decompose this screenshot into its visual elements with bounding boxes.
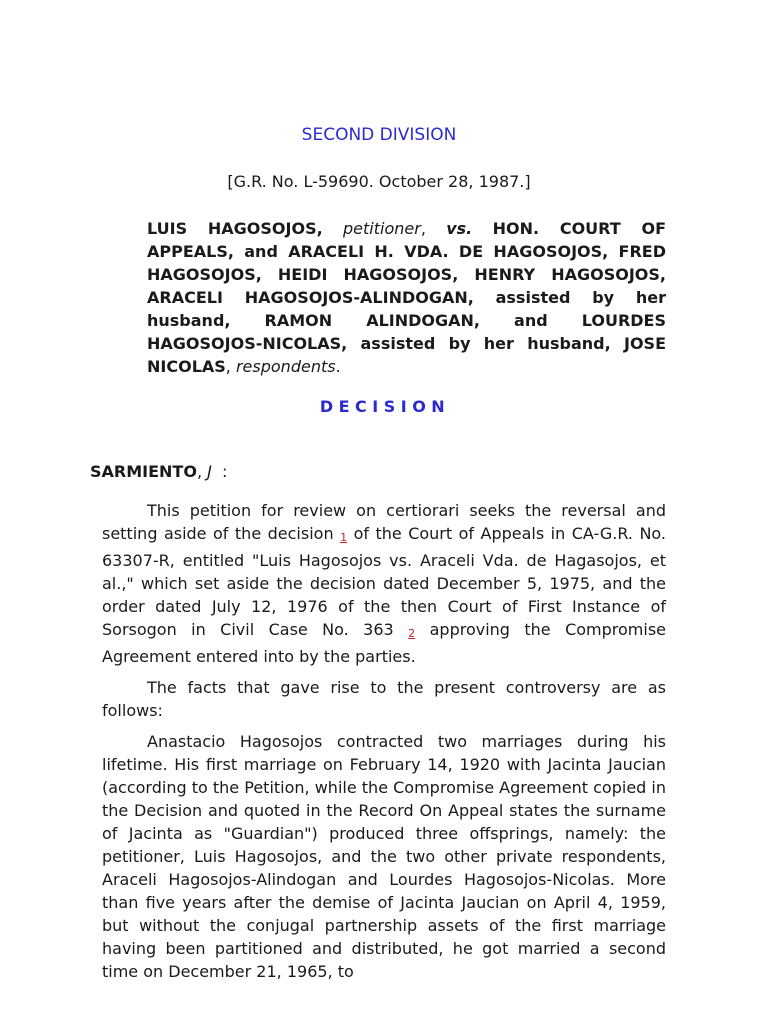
respondents-names: HON. COURT OF APPEALS, and ARACELI H. VDA. DE HAGOSOJOS, FRED HAGOSOJOS, HEIDI HAGOSOJOS, HENRY HAGOSOJOS, ARACELI HAGOSOJOS-ALINDOGAN, assisted by her husband, RAMON ALINDOGAN, and LOURDES HAGOSOJOS-NICOLAS, assisted by her husband, JOSE NICOLAS [147,219,667,376]
paragraph-2: The facts that gave rise to the present controversy are as follows: [102,678,666,720]
versus-label: vs. [446,219,473,238]
footnote-link-1[interactable]: 1 [340,531,348,544]
ponente-name: SARMIENTO [90,462,197,481]
footnote-link-2[interactable]: 2 [408,627,416,640]
ponente-line: SARMIENTO, J : [90,462,228,481]
case-parties: LUIS HAGOSOJOS, petitioner, vs. HON. COURT OF APPEALS, and ARACELI H. VDA. DE HAGOSOJOS, FRED HAGOSOJOS, HEIDI HAGOSOJOS, HENRY HAGOSOJOS, ARACELI HAGOSOJOS-ALINDOGAN, assisted by her husband, RAMON ALINDOGAN, and LOURDES HAGOSOJOS-NICOLAS, assisted by her husband, JOSE NICOLAS, respondents. [147,219,667,376]
paragraph-1-text-b: of the Court of Appeals in CA-G.R. No. 63307-R, entitled "Luis Hagosojos vs. Araceli Vda. de Hagasojos, et al.," which set aside the decision dated December 5, 1975, and the order dated July 12, 1976 of the then Court of First Instance of Sorsogon in Civil Case No. 363 [102,524,667,639]
decision-heading: DECISION [319,397,451,416]
petitioner-role: petitioner [343,219,421,238]
decision-body [102,499,666,991]
case-number: [G.R. No. L-59690. October 28, 1987.] [227,172,531,191]
paragraph-1-text-a: This petition for review on certiorari seeks the reversal and setting aside of the decision [102,501,666,543]
respondents-role: respondents [235,357,336,376]
division-heading: SECOND DIVISION [301,125,457,145]
paragraph-1 [102,499,666,668]
paragraph-3: Anastacio Hagosojos contracted two marriages during his lifetime. His first marriage on February 14, 1920 with Jacinta Jaucian (according to the Petition, while the Compromise Agreement copied in the Decision and quoted in the Record On Appeal states the surname of Jacinta as "Guardian") produced three offsprings, namely: the petitioner, Luis Hagosojos, and the two other private respondents, Araceli Hagosojos-Alindogan and Lourdes Hagosojos-Nicolas. More than five years after the demise of Jacinta Jaucian on April 4, 1959, but without the conjugal partnership assets of the first marriage having been partitioned and distributed, he got married a second time on December 21, 1965, to [102,732,666,981]
ponente-colon: : [222,462,228,481]
ponente-title: J [207,462,212,481]
petitioner-name: LUIS HAGOSOJOS, [147,219,323,238]
paragraph-1-text-c: approving the Compromise Agreement entered into by the parties. [102,620,667,666]
